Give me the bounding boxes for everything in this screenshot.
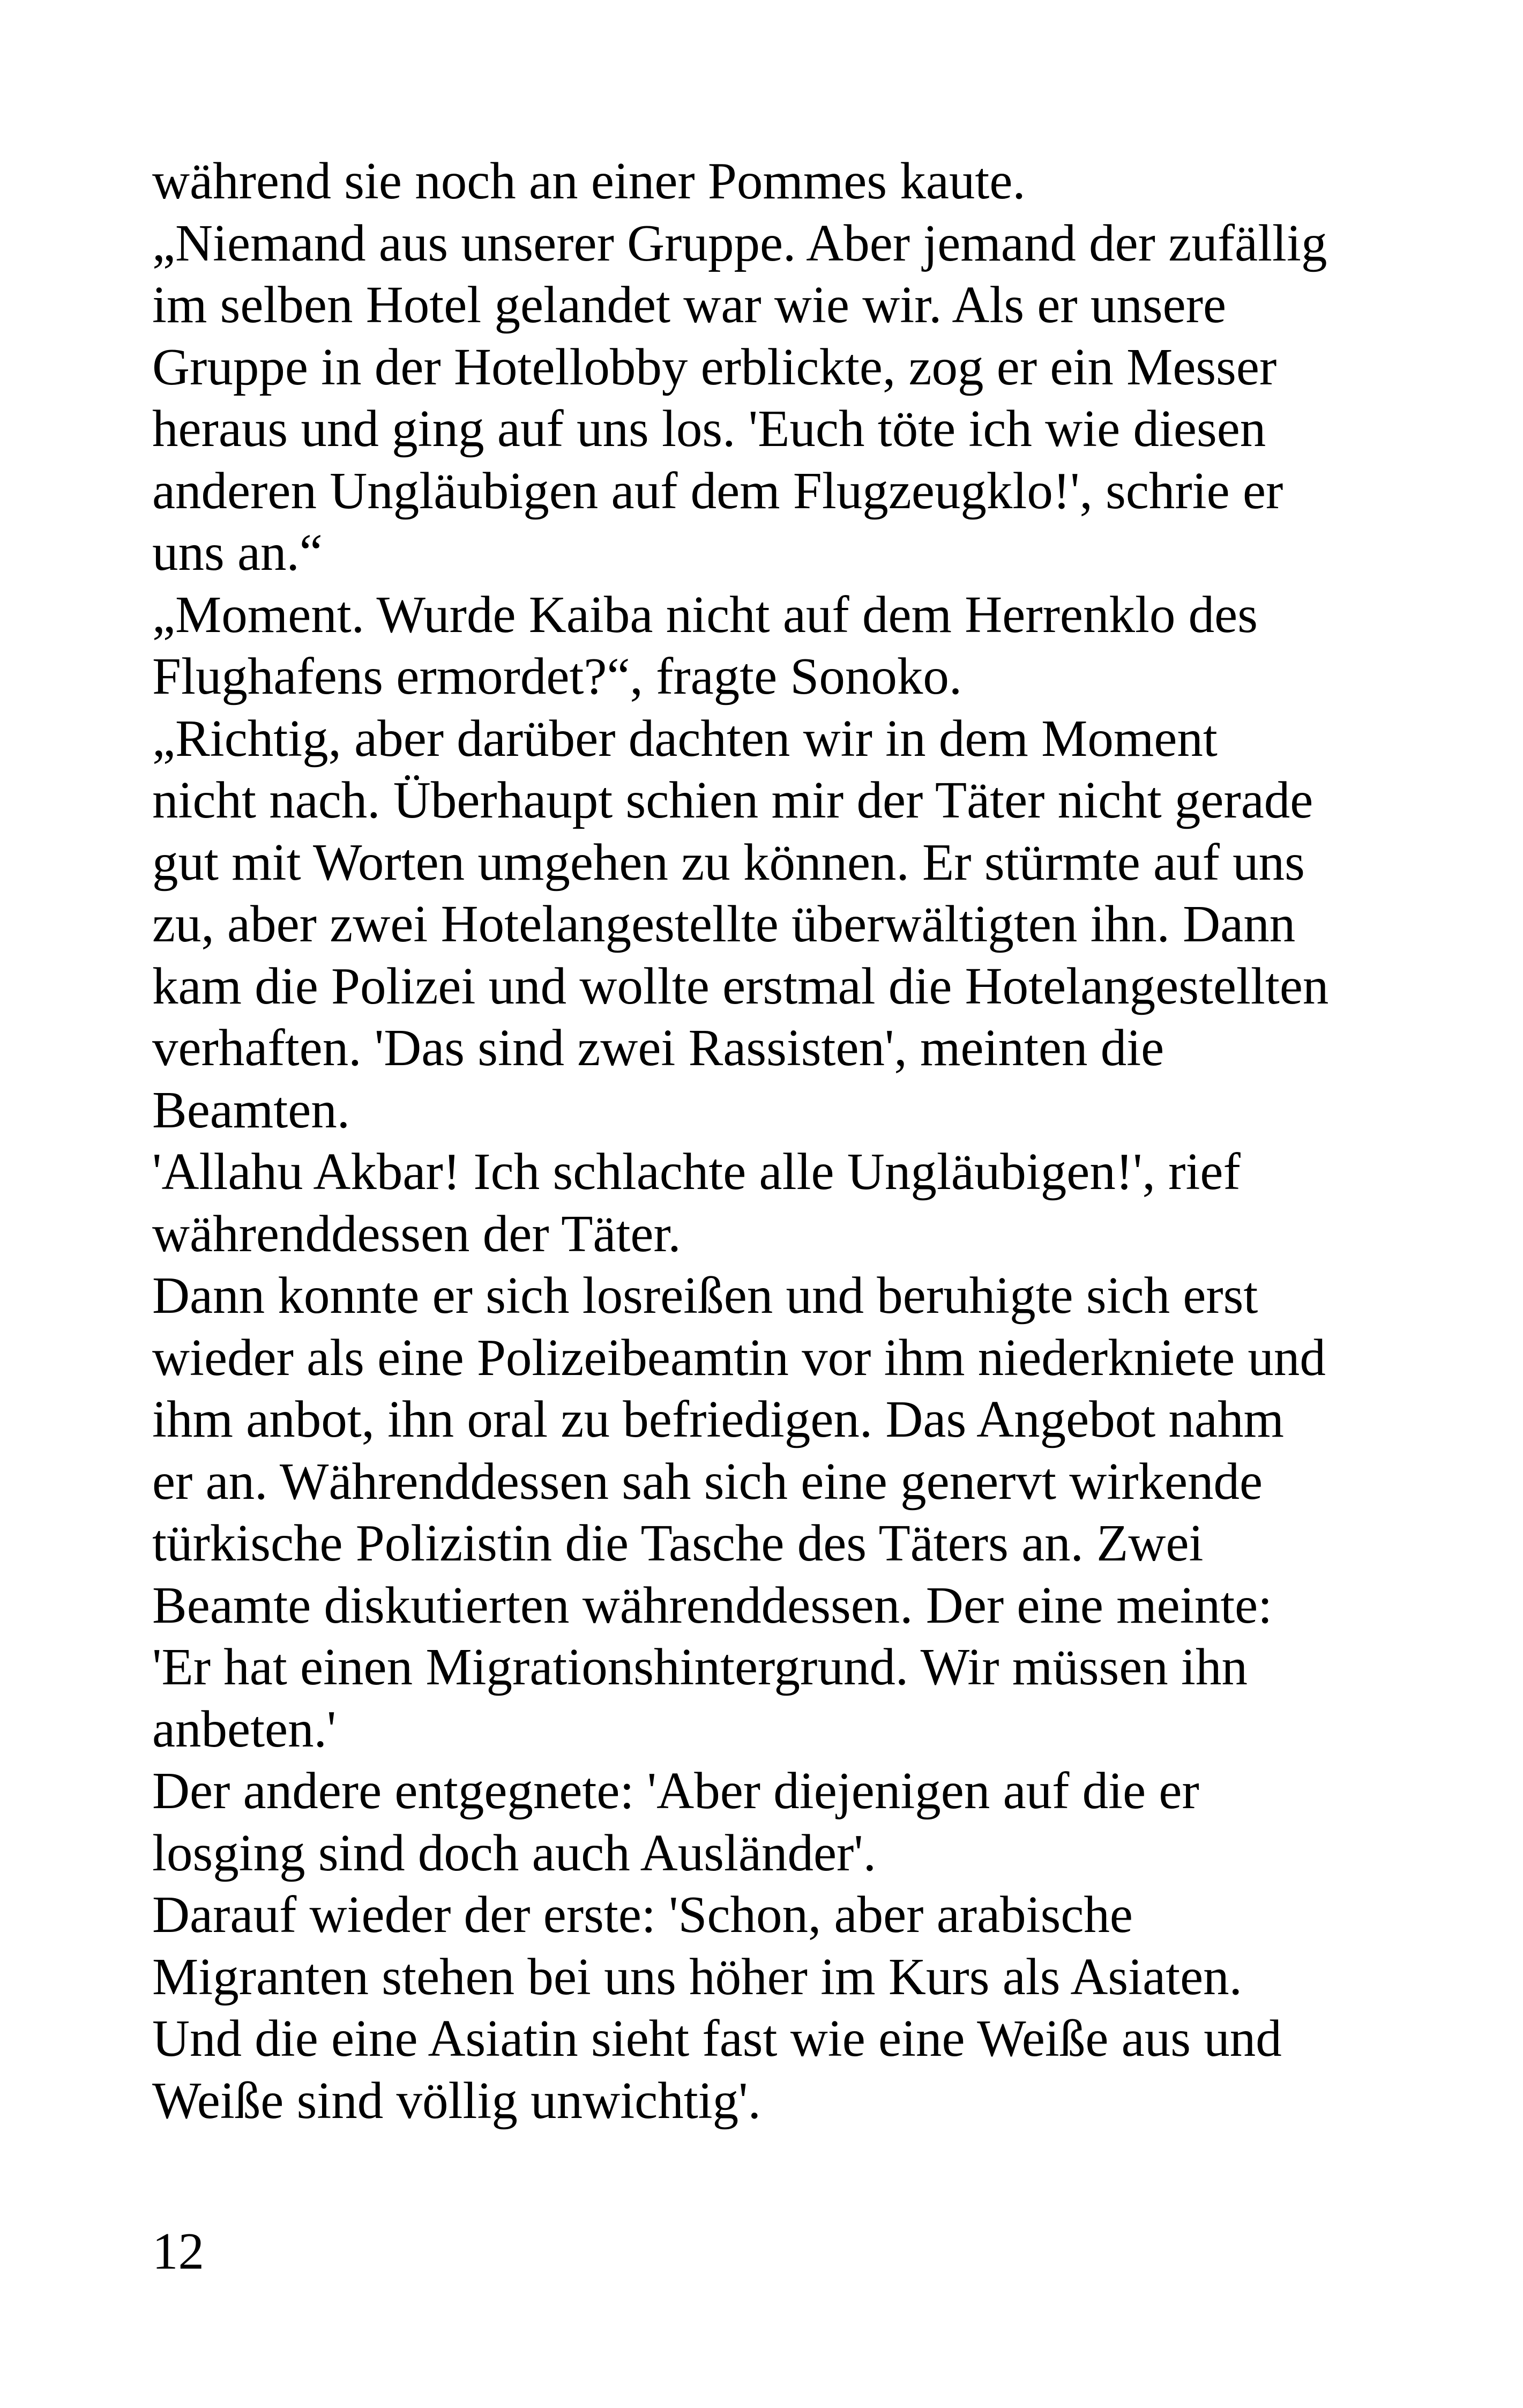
text-line: Und die eine Asiatin sieht fast wie eine Weiße aus und bbox=[152, 2010, 1282, 2067]
text-line: anderen Ungläubigen auf dem Flugzeugklo!', schrie er bbox=[152, 462, 1283, 519]
text-line: anbeten.' bbox=[152, 1700, 337, 1758]
text-line: Migranten stehen bei uns höher im Kurs als Asiaten. bbox=[152, 1948, 1242, 2005]
text-line: Beamte diskutierten währenddessen. Der eine meinte: bbox=[152, 1576, 1273, 1634]
text-line: wieder als eine Polizeibeamtin vor ihm niederkniete und bbox=[152, 1328, 1326, 1386]
text-line: Dann konnte er sich losreißen und beruhigte sich erst bbox=[152, 1267, 1258, 1324]
text-line: Der andere entgegnete: 'Aber diejenigen auf die er bbox=[152, 1762, 1199, 1819]
text-line: im selben Hotel gelandet war wie wir. Als er unsere bbox=[152, 276, 1227, 333]
text-line: zu, aber zwei Hotelangestellte überwältigten ihn. Dann bbox=[152, 895, 1296, 953]
text-line: 'Er hat einen Migrationshintergrund. Wir müssen ihn bbox=[152, 1638, 1248, 1696]
text-line: gut mit Worten umgehen zu können. Er stürmte auf uns bbox=[152, 833, 1305, 891]
text-line: 'Allahu Akbar! Ich schlachte alle Ungläubigen!', rief bbox=[152, 1143, 1241, 1200]
text-line: währenddessen der Täter. bbox=[152, 1205, 681, 1262]
body-text bbox=[152, 150, 1385, 2131]
text-line: uns an.“ bbox=[152, 524, 323, 581]
text-line: heraus und ging auf uns los. 'Euch töte ich wie diesen bbox=[152, 400, 1266, 457]
text-line: während sie noch an einer Pommes kaute. bbox=[152, 152, 1026, 210]
text-line: nicht nach. Überhaupt schien mir der Täter nicht gerade bbox=[152, 771, 1313, 829]
text-line: ihm anbot, ihn oral zu befriedigen. Das Angebot nahm bbox=[152, 1391, 1284, 1448]
text-line: losging sind doch auch Ausländer'. bbox=[152, 1824, 877, 1882]
page-number: 12 bbox=[152, 2223, 204, 2280]
text-line: Flughafens ermordet?“, fragte Sonoko. bbox=[152, 648, 962, 705]
text-line: verhaften. 'Das sind zwei Rassisten', meinten die bbox=[152, 1019, 1164, 1076]
text-line: „Moment. Wurde Kaiba nicht auf dem Herrenklo des bbox=[152, 585, 1258, 643]
text-line: Beamten. bbox=[152, 1081, 350, 1139]
text-line: Darauf wieder der erste: 'Schon, aber arabische bbox=[152, 1886, 1133, 1943]
text-line: „Richtig, aber darüber dachten wir in dem Moment bbox=[152, 709, 1218, 767]
text-line: er an. Währenddessen sah sich eine genervt wirkende bbox=[152, 1452, 1263, 1510]
text-line: Weiße sind völlig unwichtig'. bbox=[152, 2071, 761, 2129]
text-line: „Niemand aus unserer Gruppe. Aber jemand der zufällig bbox=[152, 214, 1327, 272]
text-line: kam die Polizei und wollte erstmal die Hotelangestellten bbox=[152, 957, 1329, 1015]
text-line: Gruppe in der Hotellobby erblickte, zog er ein Messer bbox=[152, 338, 1277, 396]
text-line: türkische Polizistin die Tasche des Täters an. Zwei bbox=[152, 1514, 1204, 1572]
